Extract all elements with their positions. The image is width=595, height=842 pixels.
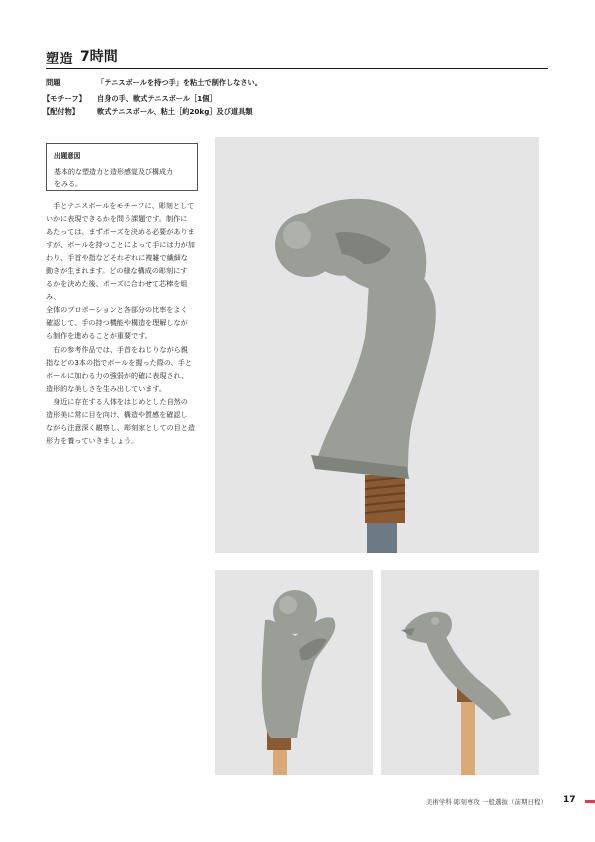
page-accent-bar [585,800,595,803]
intent-box [46,143,198,191]
meta-label-motif: 【モチーフ】 [43,94,86,103]
meta-value-problem: 「テニスボールを持つ手」を粘土で制作しなさい。 [97,78,262,87]
intent-title: 出題意図 [54,152,81,160]
meta-value-supplies: 軟式テニスボール、粘土［約20kg］及び道具類 [97,107,253,116]
title-rule [46,68,548,69]
sculpture-back-image [381,570,539,775]
intent-text: 基本的な塑造力と造形感覚及び構成力 をみる。 [54,168,173,188]
page-number: 17 [563,795,576,805]
main-sculpture-photo [215,137,539,553]
sculpture-back-photo [381,570,539,775]
section-title: 塑造 [46,52,74,67]
sculpture-side-image [215,570,373,775]
main-sculpture-image [215,137,539,553]
meta-label-problem: 問題 [46,78,61,87]
section-duration: 7時間 [80,49,118,65]
meta-label-supplies: 【配付物】 [43,107,79,116]
sculpture-side-photo [215,570,373,775]
footer-text: 美術学科 彫刻専攻 一般選抜（前期日程） [425,798,547,806]
body-text: 手とテニスボールをモチーフに、彫刻として いかに表現できるかを問う課題です。制作に あたっては、まずポーズを決める必要がありま すが、ボールを持つことによって手には力が加 わり、手首や指などそれぞれに複雑で繊細な 動きが生まれます。どの様な構成の彫刻にす るかを決めた後、ポーズに合わせて芯棒を組み、 全体のプロポーションと各部分の比率をよく 確認して、手の持つ機能や構造を理解しなが ら制作を進めることが重要です。 右の参考作品では、手首をねじりながら親 指などの3本の指でボールを握った際の、手と ボールに加わる力の強弱が的確に表現され、 造形的な美しさを生み出しています。 身近に存在する人体をはじめとした自然の 造形美に常に目を向け、構造や質感を確認し ながら注意深く観察し、彫刻家としての目と造 形力を養っていきましょう。 [46,201,195,445]
meta-value-motif: 自身の手、軟式テニスボール［1個］ [97,94,217,103]
